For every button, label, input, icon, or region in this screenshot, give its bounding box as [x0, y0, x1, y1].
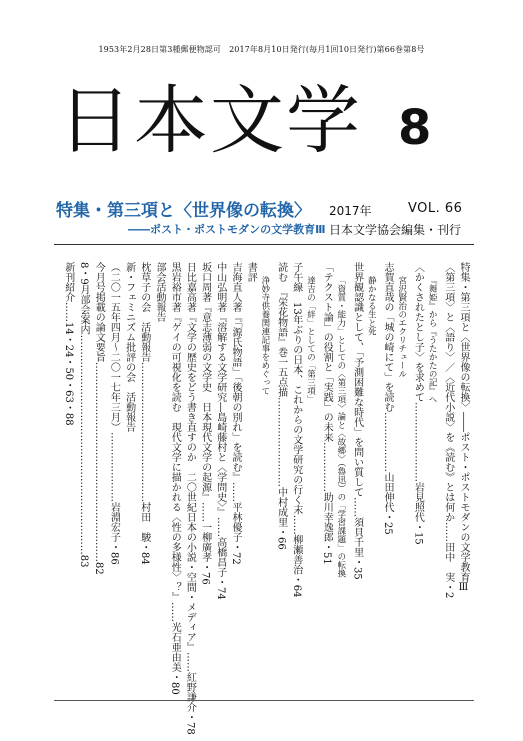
toc-entry: 中山弘明著『溶解する文学研究―島崎藤村と〈学問史〉』……高橋昌子・74 [214, 262, 226, 600]
toc-entry: 志賀直哉の「城の崎にて」を読む………………山田伸代・25 [382, 262, 393, 535]
toc-entry: 部会活動報告 [154, 262, 165, 322]
header-divider [54, 244, 474, 245]
toc-entry: 世界観認識として、「予測困難な時代」を問い質して……須貝千里・35 [351, 262, 363, 580]
toc-entry: （二〇一五年四月～二〇一七年三月）…………………岩淵宏子・86 [108, 262, 120, 565]
volume-number: VOL. 66 [408, 201, 463, 216]
toc-subtitle: 『舞姫』から『うたかたの記』へ [427, 276, 438, 404]
toc-entry: 書評 [245, 262, 257, 282]
journal-title: 日本文学 [58, 78, 362, 164]
toc-entry: 枕草子の会 活動報告……………………………………村田 駿・84 [138, 262, 150, 565]
toc-subtitle: 達吉の「絆」としての「第三項」 [305, 276, 316, 404]
publication-year: 2017年 [329, 204, 372, 218]
toc-entry: 〈かくされたとし子〉を求めて……………………岩見照代・15 [412, 262, 424, 545]
toc-entry: 黒岩裕市著『ゲイの可視化を読む 現代文学に描かれる〈性の多様性〉？』……光石亜由美・80 [169, 262, 181, 695]
feature-subtitle: ――ポスト・ポストモダンの文学教育Ⅲ [128, 223, 326, 236]
toc-entry: 「テクスト論」の役割と「実践」の未来……………助川幸逸郎・51 [321, 262, 333, 565]
toc-entry: 読む 『栄花物語』巻一五点描………………………中村成里・66 [275, 262, 287, 550]
toc-entry: 〈第三項〉と〈語り〉／〈近代小説〉を《読む》とは何か……田中 実・2 [442, 262, 454, 599]
toc-subtitle: 宮沢賢治のエクリチュール [396, 276, 407, 378]
toc-entry: 今月号掲載の論文要旨……………………………………………………82 [93, 262, 105, 575]
publisher-credit: 日本文学協会編集・刊行 [329, 223, 462, 237]
issue-number: 8 [398, 100, 432, 156]
table-of-contents [58, 262, 470, 735]
toc-entry: 新刊紹介……14・24・50・63・88 [62, 262, 74, 426]
toc-entry: 特集・第三項と〈世界像の転換〉――ポスト・ポストモダンの文学教育Ⅲ [458, 262, 469, 593]
toc-entry: 吉海直人著『「源氏物語」「後朝の別れ」を読む』……平林優子・72 [230, 262, 241, 565]
feature-title: 特集・第三項と〈世界像の転換〉 [56, 201, 311, 221]
toc-entry: 日比嘉高著『文学の歴史をどう書き直すのか 二〇世紀日本の小説・空間・メディア』……紅野謙介・78 [184, 262, 196, 735]
toc-subtitle: 静かなる生と死 [366, 276, 377, 336]
publication-note: 1953年2月28日第3種郵便物認可 2017年8月10日発行(毎月1回10日発行)第66巻第8号 [98, 45, 425, 54]
toc-entry: 子午線 13年ぶりの日本、これからの文学研究の行く末……柳瀬善治・64 [290, 262, 302, 598]
toc-subtitle: 「資質・能力」としての〈第三項〉論と〈故郷〉（魯迅）の「学習課題」の転換 [335, 276, 346, 578]
toc-subtitle: 浄妙寺供養関連記事をめぐって [259, 276, 270, 395]
toc-entry: 坂口周著『意志薄弱の文学史 日本現代文学の起源』……一柳廣孝・76 [199, 262, 211, 585]
toc-entry: 新・フェミニズム批評の会 活動報告 [123, 262, 135, 432]
footer-divider [54, 700, 474, 701]
toc-entry: 8・9月部会案内…………………………………………………………83 [78, 262, 89, 568]
